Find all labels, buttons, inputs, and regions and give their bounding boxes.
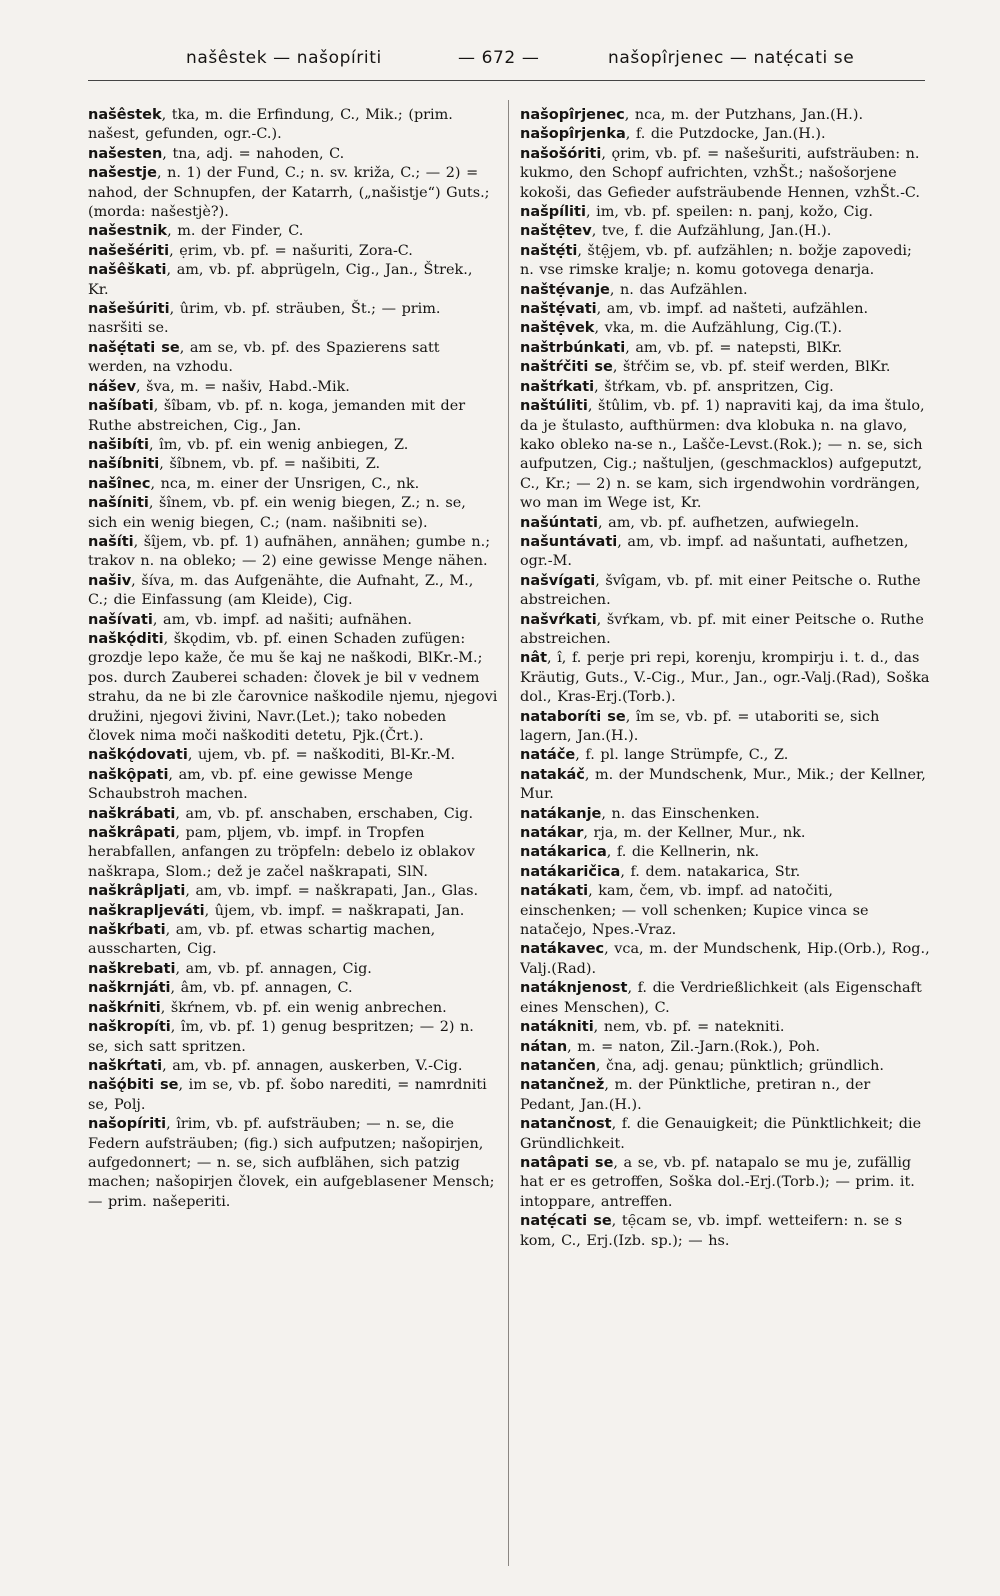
dictionary-entry: [88, 397, 498, 436]
page-number: — 672 —: [458, 48, 540, 68]
entry-headword: našúntati: [520, 514, 599, 531]
entry-headword: nataboríti se: [520, 708, 626, 725]
entry-headword: našopíriti: [88, 1116, 167, 1133]
dictionary-entry: [520, 572, 930, 611]
dictionary-entry: [520, 300, 930, 319]
entry-headword: našiv: [88, 572, 132, 589]
header-right-guide-words: našopîrjenec — natẹ́cati se: [608, 48, 855, 68]
entry-definition: , škŕnem, vb. pf. ein wenig anbrechen.: [160, 999, 447, 1016]
dictionary-entry: [520, 319, 930, 338]
entry-headword: našpíliti: [520, 204, 586, 221]
entry-headword: naštẹ́vati: [520, 301, 597, 318]
dictionary-entry: [520, 1115, 930, 1154]
entry-headword: našešériti: [88, 242, 170, 259]
entry-definition: , šîbnem, vb. pf. = našibiti, Z.: [159, 456, 381, 473]
entry-headword: našînec: [88, 475, 151, 492]
entry-definition: , šíva, m. das Aufgenähte, die Aufnaht, Z., M., C.; die Einfassung (am Kleide), Cig.: [88, 572, 474, 609]
entry-headword: našošóriti: [520, 145, 602, 162]
entry-headword: naškrâpljati: [88, 883, 186, 900]
dictionary-entry: [88, 921, 498, 960]
dictionary-entry: [520, 824, 930, 843]
header-left-guide-words: našêstek — našopíriti: [186, 48, 382, 68]
entry-definition: , ẹrim, vb. pf. = našuriti, Zora-C.: [169, 242, 413, 259]
entry-definition: , šva, m. = našiv, Habd.-Mik.: [136, 378, 350, 395]
entry-definition: , ûrim, vb. pf. sträuben, Št.; — prim. nasršiti se.: [88, 301, 441, 337]
entry-headword: nât: [520, 650, 548, 667]
dictionary-entry: [88, 902, 498, 921]
dictionary-entry: [520, 805, 930, 824]
entry-definition: , am, vb. pf. etwas schartig machen, ausscharten, Cig.: [88, 922, 436, 958]
dictionary-entry: [520, 222, 930, 241]
entry-headword: natančnež: [520, 1077, 605, 1094]
entry-definition: , îm se, vb. pf. = utaboriti se, sich lagern, Jan.(H.).: [520, 708, 880, 744]
entry-headword: natákanje: [520, 805, 602, 822]
right-column: [520, 106, 930, 1251]
dictionary-entry: [88, 1115, 498, 1212]
entry-headword: natâpati se: [520, 1154, 614, 1171]
dictionary-entry: [520, 611, 930, 650]
entry-headword: natákati: [520, 883, 589, 900]
dictionary-entry: [88, 378, 498, 397]
entry-definition: , štŕčim se, vb. pf. steif werden, BlKr.: [612, 359, 891, 376]
entry-definition: , im se, vb. pf. šobo narediti, = namrdniti se, Polj.: [88, 1077, 487, 1113]
entry-headword: natákaričica: [520, 863, 621, 880]
entry-definition: , am, vb. pf. eine gewisse Menge Schaubstroh machen.: [88, 766, 413, 803]
entry-headword: našíbniti: [88, 456, 160, 473]
entry-definition: , am, vb. pf. anschaben, erschaben, Cig.: [175, 805, 474, 822]
dictionary-entry: [520, 378, 930, 397]
dictionary-entry: [88, 1076, 498, 1115]
entry-headword: naškrnjáti: [88, 980, 171, 997]
entry-definition: , im, vb. pf. speilen: n. panj, kožo, Cig.: [585, 204, 873, 221]
entry-headword: našíniti: [88, 495, 149, 512]
dictionary-entry: [88, 261, 498, 300]
entry-definition: , šînem, vb. pf. ein wenig biegen, Z.; n. se, sich ein wenig biegen, C.; (nam. našibniti se).: [88, 495, 466, 531]
entry-definition: , f. pl. lange Strümpfe, C., Z.: [575, 747, 789, 764]
dictionary-entry: [88, 436, 498, 455]
page-header: [0, 44, 1000, 74]
dictionary-entry: [88, 145, 498, 164]
entry-headword: nátan: [520, 1038, 568, 1055]
entry-definition: , tẹ̑cam se, vb. impf. wetteifern: n. se s kom, C., Erj.(Izb. sp.); — hs.: [520, 1213, 903, 1249]
entry-definition: , am, vb. pf. abprügeln, Cig., Jan., Štrek., Kr.: [88, 262, 473, 298]
entry-definition: , am, vb. impf. = naškrapati, Jan., Glas.: [185, 883, 479, 900]
entry-headword: naštẹ̑tev: [520, 223, 592, 240]
dictionary-entry: [520, 106, 930, 125]
dictionary-entry: [520, 746, 930, 765]
entry-headword: naškǫ́dovati: [88, 747, 188, 764]
dictionary-entry: [88, 611, 498, 630]
entry-definition: , âm, vb. pf. annagen, C.: [170, 980, 353, 997]
entry-definition: , ujem, vb. pf. = naškoditi, Bl-Kr.-M.: [187, 747, 456, 764]
dictionary-entry: [520, 397, 930, 513]
entry-definition: , štẹ̑jem, vb. pf. aufzählen; n. božje zapovedi; n. vse rimske kralje; n. komu gotovega denarja.: [520, 242, 912, 279]
dictionary-entry: [520, 125, 930, 144]
dictionary-entry: [88, 999, 498, 1018]
entry-headword: naštúliti: [520, 398, 588, 415]
dictionary-entry: [88, 533, 498, 572]
entry-definition: , am, vb. impf. ad našuntati, aufhetzen, ogr.-M.: [520, 533, 909, 570]
entry-definition: , vca, m. der Mundschenk, Hip.(Orb.), Rog., Valj.(Rad).: [520, 941, 930, 977]
dictionary-entry: [88, 824, 498, 882]
dictionary-entry: [88, 1018, 498, 1057]
dictionary-entry: [520, 882, 930, 940]
dictionary-entry: [520, 979, 930, 1018]
entry-definition: , am, vb. pf. aufhetzen, aufwiegeln.: [598, 514, 860, 531]
dictionary-entry: [520, 843, 930, 862]
entry-definition: , am, vb. impf. ad našteti, aufzählen.: [596, 301, 869, 318]
dictionary-entry: [520, 242, 930, 281]
entry-definition: , tka, m. die Erfindung, C., Mik.; (prim. našest, gefunden, ogr.-C.).: [88, 107, 453, 143]
entry-headword: našǫ́biti se: [88, 1077, 179, 1094]
entry-headword: našesten: [88, 145, 163, 162]
entry-headword: našibíti: [88, 436, 149, 453]
entry-headword: natákniti: [520, 1019, 594, 1036]
entry-headword: našêstek: [88, 107, 162, 123]
dictionary-entry: [88, 746, 498, 765]
entry-headword: naškrâpati: [88, 825, 176, 842]
entry-definition: , ǫrim, vb. pf. = našešuriti, aufsträuben: n. kukmo, den Schopf aufrichten, vzhŠt.; našošorjene kokoši, das Gefieder aufsträubende Hennen, vzhŠt.-C.: [520, 145, 920, 201]
entry-headword: našívati: [88, 611, 153, 628]
entry-headword: natákavec: [520, 941, 605, 958]
entry-definition: , pam, pljem, vb. impf. in Tropfen herabfallen, anfangen zu tröpfeln: debelo iz oblakov naškrapa, Slom.; dež je začel naškrapati, SlN.: [88, 825, 475, 880]
entry-headword: naškropíti: [88, 1019, 171, 1036]
dictionary-entry: [520, 1154, 930, 1212]
dictionary-entry: [520, 533, 930, 572]
entry-headword: nášev: [88, 378, 137, 395]
dictionary-entry: [88, 979, 498, 998]
dictionary-entry: [88, 572, 498, 611]
entry-headword: naštrbúnkati: [520, 339, 626, 356]
dictionary-entry: [520, 358, 930, 377]
dictionary-entry: [88, 164, 498, 222]
entry-headword: našestje: [88, 165, 157, 182]
dictionary-entry: [88, 766, 498, 805]
entry-definition: , štŕkam, vb. pf. anspritzen, Cig.: [594, 378, 834, 395]
dictionary-entry: [520, 1038, 930, 1057]
entry-headword: naškǫ́diti: [88, 630, 164, 647]
dictionary-entry: [520, 1057, 930, 1076]
entry-definition: , am se, vb. pf. des Spazierens satt werden, na vzhodu.: [88, 339, 440, 376]
entry-definition: , škǫdim, vb. pf. einen Schaden zufügen: grozdje lepo kaže, če mu še kaj ne naškodi, BlKr.-M.; pos. durch Zauberei schaden: človek je bil v vednem strahu, da ne bi zle čarovnice naškodile njemu, njegovi družini, njegovi živini, Navr.(Let.); tako nobeden človek nima moči naškoditi detetu, Pjk.(Črt.).: [88, 630, 498, 744]
entry-definition: , f. die Verdrießlichkeit (als Eigenschaft eines Menschen), C.: [520, 980, 922, 1016]
entry-headword: naškrebati: [88, 960, 176, 977]
entry-headword: našestnik: [88, 223, 168, 240]
dictionary-entry: [88, 222, 498, 241]
entry-headword: natẹ́cati se: [520, 1213, 612, 1230]
entry-headword: naškrapljeváti: [88, 902, 205, 919]
dictionary-entry: [88, 805, 498, 824]
entry-definition: , am, vb. impf. ad našiti; aufnähen.: [152, 611, 412, 628]
entry-headword: naštŕčiti se: [520, 359, 613, 376]
dictionary-entry: [520, 145, 930, 203]
entry-headword: našvŕkati: [520, 611, 597, 628]
entry-headword: naštŕkati: [520, 378, 595, 395]
entry-definition: , am, vb. pf. = natepsti, BlKr.: [625, 339, 843, 356]
dictionary-entry: [520, 1018, 930, 1037]
entry-headword: natákarica: [520, 844, 607, 861]
entry-headword: natáknjenost: [520, 980, 628, 997]
dictionary-entry: [88, 630, 498, 746]
dictionary-entry: [520, 1212, 930, 1251]
entry-headword: našêškati: [88, 262, 167, 279]
entry-headword: našvígati: [520, 572, 596, 589]
entry-headword: našuntávati: [520, 533, 618, 550]
entry-definition: , n. das Einschenken.: [601, 805, 760, 822]
entry-definition: , m. der Finder, C.: [167, 223, 304, 240]
entry-headword: naškŕbati: [88, 922, 166, 939]
left-column: [88, 106, 498, 1212]
entry-definition: , štûlim, vb. pf. 1) napraviti kaj, da ima štulo, da je štulasto, aufthürmen: dva klobuka n. na glavo, kako obleko na-se n., Lašče-Levst.(Rok.); — n. se, sich aufputzen, Cig.; naštuljen, (geschmacklos) aufgeputzt, C., Kr.; — 2) n. se kam, sich irgendwohin vordrängen, wo man im Wege ist, Kr.: [520, 398, 925, 512]
dictionary-entry: [88, 960, 498, 979]
entry-headword: natákar: [520, 825, 584, 842]
entry-headword: natančen: [520, 1057, 596, 1074]
dictionary-entry: [520, 863, 930, 882]
entry-headword: našopîrjenka: [520, 126, 626, 143]
entry-definition: , nca, m. der Putzhans, Jan.(H.).: [624, 107, 864, 123]
dictionary-entry: [520, 649, 930, 707]
entry-definition: , f. die Putzdocke, Jan.(H.).: [625, 126, 826, 143]
entry-definition: , tna, adj. = nahoden, C.: [162, 145, 345, 162]
dictionary-entry: [88, 300, 498, 339]
entry-definition: , ûjem, vb. impf. = naškrapati, Jan.: [204, 902, 465, 919]
entry-definition: , f. dem. natakarica, Str.: [620, 863, 801, 880]
entry-definition: , am, vb. pf. annagen, Cig.: [175, 960, 372, 977]
entry-headword: naštẹ́vanje: [520, 281, 610, 298]
entry-definition: , îm, vb. pf. 1) genug bespritzen; — 2) n. se, sich satt spritzen.: [88, 1019, 474, 1055]
entry-headword: natáče: [520, 747, 576, 764]
entry-headword: naškǫ̑pati: [88, 766, 169, 783]
entry-headword: našešúriti: [88, 301, 170, 318]
entry-definition: , n. das Aufzählen.: [609, 281, 748, 298]
entry-headword: natančnost: [520, 1116, 612, 1133]
entry-definition: , vka, m. die Aufzählung, Cig.(T.).: [594, 320, 843, 337]
entry-headword: našẹ́tati se: [88, 339, 180, 356]
dictionary-entry: [88, 242, 498, 261]
dictionary-entry: [88, 882, 498, 901]
dictionary-entry: [88, 1057, 498, 1076]
entry-headword: naškŕniti: [88, 999, 161, 1016]
dictionary-entry: [520, 766, 930, 805]
entry-definition: , m. der Mundschenk, Mur., Mik.; der Kellner, Mur.: [520, 766, 926, 803]
entry-headword: naškrábati: [88, 805, 176, 822]
column-divider: [508, 100, 509, 1566]
entry-definition: , îm, vb. pf. ein wenig anbiegen, Z.: [148, 436, 409, 453]
dictionary-entry: [520, 339, 930, 358]
dictionary-entry: [520, 281, 930, 300]
entry-definition: , îrim, vb. pf. aufsträuben; — n. se, die Federn aufsträuben; (fig.) sich aufputzen; našopirjen, aufgedonnert; — n. se, sich aufblähen, sich patzig machen; našopirjen človek, ein aufgeblasener Mensch; — prim. našeperiti.: [88, 1116, 495, 1210]
entry-definition: , a se, vb. pf. natapalo se mu je, zufällig hat er es getroffen, Soška dol.-Erj.(Torb.); — prim. it. intoppare, antreffen.: [520, 1154, 915, 1210]
entry-definition: , švŕkam, vb. pf. mit einer Peitsche o. Ruthe abstreichen.: [520, 611, 924, 647]
entry-headword: naškŕtati: [88, 1057, 163, 1074]
entry-definition: , f. die Kellnerin, nk.: [606, 844, 760, 861]
entry-definition: , n. 1) der Fund, C.; n. sv. križa, C.; — 2) = nahod, der Schnupfen, der Katarrh, („našistje“) Guts.; (morda: našestjè?).: [88, 165, 490, 221]
entry-definition: , m. der Pünktliche, pretiran n., der Pedant, Jan.(H.).: [520, 1077, 871, 1113]
entry-headword: našíbati: [88, 398, 154, 415]
entry-definition: , čna, adj. genau; pünktlich; gründlich.: [595, 1057, 884, 1074]
entry-headword: našopîrjenec: [520, 107, 625, 123]
dictionary-entry: [88, 106, 498, 145]
entry-headword: naštẹ́ti: [520, 242, 578, 259]
dictionary-entry: [520, 514, 930, 533]
entry-definition: , kam, čem, vb. impf. ad natočiti, einschenken; — voll schenken; Kupice vinca se natačejo, Npes.-Vraz.: [520, 883, 869, 939]
entry-definition: , švîgam, vb. pf. mit einer Peitsche o. Ruthe abstreichen.: [520, 572, 921, 609]
dictionary-entry: [520, 203, 930, 222]
entry-definition: , šîbam, vb. pf. n. koga, jemanden mit der Ruthe abstreichen, Cig., Jan.: [88, 398, 466, 434]
dictionary-entry: [520, 708, 930, 747]
entry-headword: naštẹ̑vek: [520, 320, 595, 337]
entry-headword: natakáč: [520, 766, 585, 783]
dictionary-entry: [88, 339, 498, 378]
entry-definition: , nem, vb. pf. = natekniti.: [593, 1019, 785, 1036]
entry-headword: našíti: [88, 533, 134, 550]
dictionary-entry: [520, 940, 930, 979]
header-rule: [88, 80, 925, 81]
dictionary-entry: [520, 1076, 930, 1115]
dictionary-entry: [88, 455, 498, 474]
dictionary-entry: [88, 494, 498, 533]
entry-definition: , am, vb. pf. annagen, auskerben, V.-Cig.: [162, 1057, 463, 1074]
entry-definition: , tve, f. die Aufzählung, Jan.(H.).: [591, 223, 832, 240]
entry-definition: , î, f. perje pri repi, korenju, krompirju i. t. d., das Kräutig, Guts., V.-Cig., Mur., Jan., ogr.-Valj.(Rad), Soška dol., Kras-Erj.(Torb.).: [520, 650, 930, 706]
entry-definition: , šîjem, vb. pf. 1) aufnähen, annähen; gumbe n.; trakov n. na obleko; — 2) eine gewisse Menge nähen.: [88, 533, 491, 570]
entry-definition: , f. die Genauigkeit; die Pünktlichkeit; die Gründlichkeit.: [520, 1116, 922, 1152]
entry-definition: , rja, m. der Kellner, Mur., nk.: [583, 825, 806, 842]
dictionary-entry: [88, 475, 498, 494]
entry-definition: , m. = naton, Zil.-Jarn.(Rok.), Poh.: [567, 1038, 820, 1055]
entry-definition: , nca, m. einer der Unsrigen, C., nk.: [150, 475, 420, 492]
